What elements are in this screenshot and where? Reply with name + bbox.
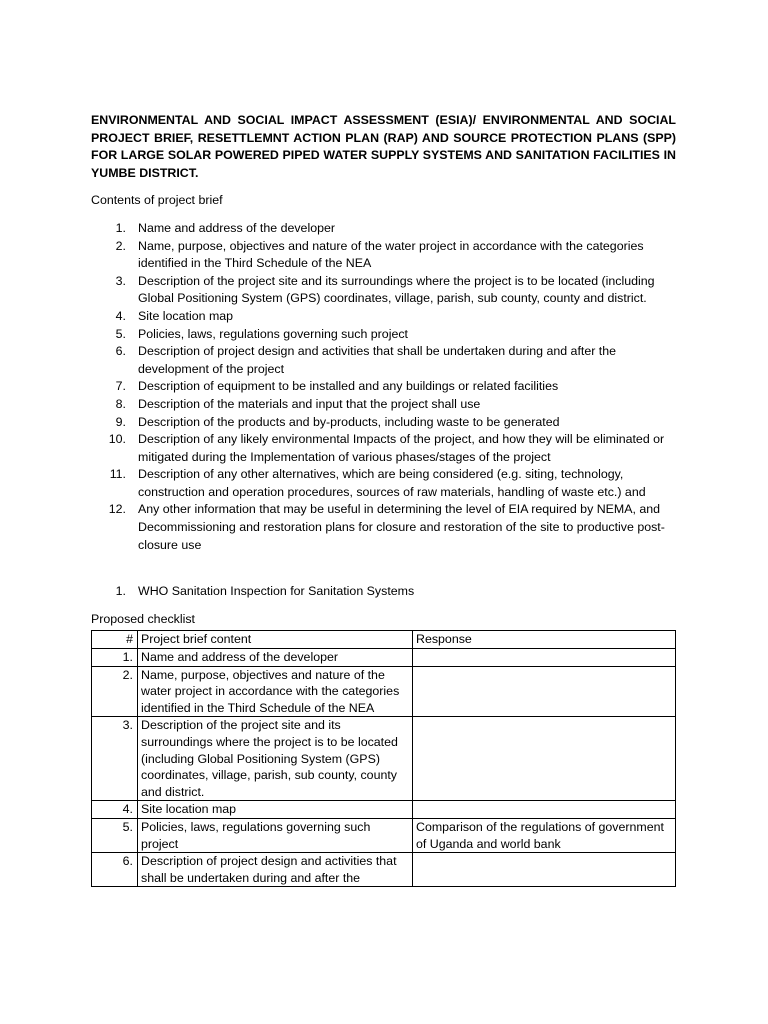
list-item-number: 9. xyxy=(115,414,126,429)
list-item-text: Description of any likely environmental Impacts of the project, and how they will be eliminated or mitigated during the Implementation of various phases/stages of the project xyxy=(138,432,665,464)
list-item xyxy=(91,378,676,396)
list-item xyxy=(91,308,676,326)
list-item-text: Policies, laws, regulations governing such project xyxy=(138,326,408,341)
list-item-text: Description of the materials and input that the project shall use xyxy=(138,396,481,411)
column-header-number: # xyxy=(92,631,138,649)
checklist-heading: Proposed checklist xyxy=(91,611,195,626)
list-item-number: 7. xyxy=(115,379,126,394)
list-item-text: Description of the products and by-products, including waste to be generated xyxy=(138,414,560,429)
list-item xyxy=(91,431,676,466)
list-item-number: 1. xyxy=(115,220,126,235)
list-item xyxy=(91,220,676,238)
row-number: 4. xyxy=(92,801,138,819)
list-item-text: Description of the project site and its surroundings where the project is to be located (including Global Positioning System (GPS) coordinates, village, parish, sub county, county and district. xyxy=(138,273,655,306)
list-item-number: 2. xyxy=(115,238,126,253)
row-content: Description of project design and activities that shall be undertaken during and after the xyxy=(138,853,413,887)
table-row xyxy=(92,801,676,819)
list-item-text: Description of project design and activities that shall be undertaken during and after the development of the project xyxy=(138,344,617,376)
list-item-number: 12. xyxy=(108,502,126,517)
section-item-text: WHO Sanitation Inspection for Sanitation Systems xyxy=(138,584,415,599)
list-item xyxy=(91,396,676,414)
section-list xyxy=(91,583,676,601)
row-response: Comparison of the regulations of government of Uganda and world bank xyxy=(413,818,676,852)
row-response xyxy=(413,666,676,717)
list-item-number: 6. xyxy=(115,344,126,359)
list-item-number: 4. xyxy=(115,308,126,323)
row-number: 6. xyxy=(92,853,138,887)
list-item xyxy=(91,466,676,501)
row-response xyxy=(413,717,676,801)
row-content: Site location map xyxy=(138,801,413,819)
document-page xyxy=(91,112,676,887)
section-item-number: 1. xyxy=(115,584,126,599)
list-item-text: Any other information that may be useful in determining the level of EIA required by NEMA, and Decommissioning and restoration plans for closure and restoration of the site to productive post-closure use xyxy=(138,502,665,552)
row-content: Name and address of the developer xyxy=(138,649,413,667)
list-item-number: 11. xyxy=(109,467,126,482)
list-item xyxy=(91,501,676,554)
list-item-number: 5. xyxy=(115,326,126,341)
table-header-row xyxy=(92,631,676,649)
row-response xyxy=(413,801,676,819)
list-item-number: 8. xyxy=(115,396,126,411)
row-number: 3. xyxy=(92,717,138,801)
table-row xyxy=(92,717,676,801)
list-item-text: Site location map xyxy=(138,308,234,323)
list-item xyxy=(91,414,676,432)
list-item xyxy=(91,238,676,273)
row-content: Description of the project site and its surroundings where the project is to be located (including Global Positioning System (GPS) coordinates, village, parish, sub county, county and district. xyxy=(138,717,413,801)
contents-heading: Contents of project brief xyxy=(91,193,223,208)
column-header-content: Project brief content xyxy=(138,631,413,649)
list-item xyxy=(91,273,676,308)
list-item-number: 3. xyxy=(115,273,126,288)
table-row xyxy=(92,666,676,717)
contents-list xyxy=(91,220,676,554)
column-header-response: Response xyxy=(413,631,676,649)
table-row xyxy=(92,649,676,667)
checklist-table xyxy=(91,630,676,887)
row-response xyxy=(413,649,676,667)
row-number: 1. xyxy=(92,649,138,667)
list-item-number: 10. xyxy=(108,432,126,447)
row-number: 2. xyxy=(92,666,138,717)
list-item-text: Description of equipment to be installed and any buildings or related facilities xyxy=(138,379,559,394)
table-row xyxy=(92,853,676,887)
spacer xyxy=(91,554,676,583)
section-item xyxy=(91,583,676,601)
row-content: Policies, laws, regulations governing such project xyxy=(138,818,413,852)
row-response xyxy=(413,853,676,887)
row-content: Name, purpose, objectives and nature of the water project in accordance with the categories identified in the Third Schedule of the NEA xyxy=(138,666,413,717)
row-number: 5. xyxy=(92,818,138,852)
list-item-text: Name, purpose, objectives and nature of the water project in accordance with the categories identified in the Third Schedule of the NEA xyxy=(138,238,644,271)
list-item xyxy=(91,326,676,344)
list-item-text: Name and address of the developer xyxy=(138,220,335,235)
list-item xyxy=(91,343,676,378)
list-item-text: Description of any other alternatives, which are being considered (e.g. siting, technology, construction and operation procedures, sources of raw materials, handling of waste etc.) and xyxy=(138,467,646,499)
table-row xyxy=(92,818,676,852)
document-title: ENVIRONMENTAL AND SOCIAL IMPACT ASSESSMENT (ESIA)/ ENVIRONMENTAL AND SOCIAL PROJECT BRIEF, RESETTLEMNT ACTION PLAN (RAP) AND SOURCE PROTECTION PLANS (SPP) FOR LARGE SOLAR POWERED PIPED WATER SUPPLY SYSTEMS AND SANITATION FACILITIES IN YUMBE DISTRICT. xyxy=(91,113,676,180)
